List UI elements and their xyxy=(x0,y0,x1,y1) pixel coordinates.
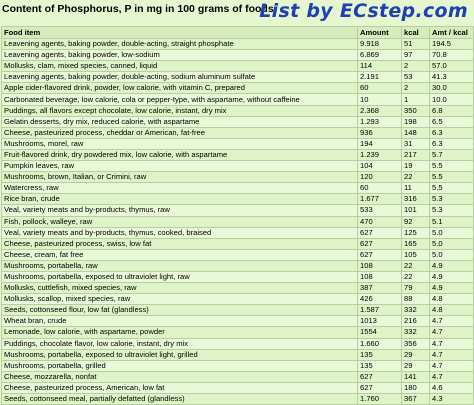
amount-cell: 1.239 xyxy=(358,149,402,160)
table-row xyxy=(2,216,474,227)
amt-per-kcal-cell: 5.7 xyxy=(430,149,474,160)
amount-cell: 135 xyxy=(358,349,402,360)
brand-link[interactable]: List by ECstep.com xyxy=(259,0,468,22)
amt-per-kcal-cell: 4.7 xyxy=(430,371,474,382)
kcal-cell: 22 xyxy=(402,260,430,271)
table-row xyxy=(2,50,474,61)
food-item-cell[interactable]: Mushrooms, portabella, raw xyxy=(2,260,358,271)
kcal-cell: 31 xyxy=(402,138,430,149)
amt-per-kcal-cell: 6.5 xyxy=(430,116,474,127)
amt-per-kcal-cell: 5.1 xyxy=(430,216,474,227)
food-item-cell[interactable]: Cheese, pasteurized process, cheddar or American, fat-free xyxy=(2,127,358,138)
table-row xyxy=(2,61,474,72)
table-row xyxy=(2,138,474,149)
table-row xyxy=(2,72,474,83)
table-header-row xyxy=(2,27,474,39)
column-header-kcal[interactable]: kcal xyxy=(402,27,430,39)
amount-cell: 114 xyxy=(358,61,402,72)
amt-per-kcal-cell: 6.3 xyxy=(430,138,474,149)
kcal-cell: 22 xyxy=(402,271,430,282)
amount-cell: 2.368 xyxy=(358,105,402,116)
table-row xyxy=(2,127,474,138)
kcal-cell: 2 xyxy=(402,83,430,94)
kcal-cell: 79 xyxy=(402,283,430,294)
amt-per-kcal-cell: 5.0 xyxy=(430,238,474,249)
table-row xyxy=(2,172,474,183)
amount-cell: 1013 xyxy=(358,316,402,327)
amt-per-kcal-cell: 30.0 xyxy=(430,83,474,94)
amt-per-kcal-cell: 4.7 xyxy=(430,360,474,371)
table-row xyxy=(2,249,474,260)
kcal-cell: 148 xyxy=(402,127,430,138)
amt-per-kcal-cell: 5.5 xyxy=(430,172,474,183)
kcal-cell: 92 xyxy=(402,216,430,227)
food-item-cell[interactable]: Rice bran, crude xyxy=(2,194,358,205)
table-body xyxy=(2,39,474,405)
amount-cell: 936 xyxy=(358,127,402,138)
kcal-cell: 88 xyxy=(402,294,430,305)
amt-per-kcal-cell: 4.7 xyxy=(430,338,474,349)
kcal-cell: 350 xyxy=(402,105,430,116)
page-title: Content of Phosphorus, P in mg in 100 grams of foods xyxy=(2,3,274,15)
header-bar xyxy=(0,0,474,22)
table-row xyxy=(2,94,474,105)
table-row xyxy=(2,194,474,205)
food-item-cell[interactable]: Cheese, cream, fat free xyxy=(2,249,358,260)
kcal-cell: 105 xyxy=(402,249,430,260)
food-item-cell[interactable]: Lemonade, low calorie, with aspartame, powder xyxy=(2,327,358,338)
kcal-cell: 125 xyxy=(402,227,430,238)
kcal-cell: 141 xyxy=(402,371,430,382)
amt-per-kcal-cell: 70.8 xyxy=(430,50,474,61)
food-item-cell[interactable]: Veal, variety meats and by-products, thymus, raw xyxy=(2,205,358,216)
table-row xyxy=(2,116,474,127)
food-item-cell[interactable]: Cheese, pasteurized process, swiss, low fat xyxy=(2,238,358,249)
kcal-cell: 332 xyxy=(402,305,430,316)
food-item-cell[interactable]: Mushrooms, brown, Italian, or Crimini, raw xyxy=(2,172,358,183)
kcal-cell: 198 xyxy=(402,116,430,127)
food-item-cell[interactable]: Mushrooms, portabella, grilled xyxy=(2,360,358,371)
amt-per-kcal-cell: 57.0 xyxy=(430,61,474,72)
amt-per-kcal-cell: 4.9 xyxy=(430,260,474,271)
food-item-cell[interactable]: Leavening agents, baking powder, low-sodium xyxy=(2,50,358,61)
food-item-cell[interactable]: Mushrooms, portabella, exposed to ultraviolet light, raw xyxy=(2,271,358,282)
kcal-cell: 51 xyxy=(402,39,430,50)
kcal-cell: 216 xyxy=(402,316,430,327)
amount-cell: 2.191 xyxy=(358,72,402,83)
kcal-cell: 29 xyxy=(402,360,430,371)
amt-per-kcal-cell: 4.7 xyxy=(430,327,474,338)
food-item-cell[interactable]: Cheese, pasteurized process, American, low fat xyxy=(2,382,358,393)
amount-cell: 6.869 xyxy=(358,50,402,61)
food-item-cell[interactable]: Seeds, cottonseed flour, low fat (glandless) xyxy=(2,305,358,316)
food-item-cell[interactable]: Cheese, mozzarella, nonfat xyxy=(2,371,358,382)
table-row xyxy=(2,205,474,216)
table-row xyxy=(2,294,474,305)
amount-cell: 533 xyxy=(358,205,402,216)
amount-cell: 627 xyxy=(358,238,402,249)
amt-per-kcal-cell: 6.8 xyxy=(430,105,474,116)
food-item-cell[interactable]: Leavening agents, baking powder, double-acting, straight phosphate xyxy=(2,39,358,50)
food-item-cell[interactable]: Pumpkin leaves, raw xyxy=(2,161,358,172)
food-item-cell[interactable]: Gelatin desserts, dry mix, reduced calorie, with aspartame xyxy=(2,116,358,127)
amount-cell: 627 xyxy=(358,249,402,260)
amt-per-kcal-cell: 4.6 xyxy=(430,382,474,393)
amount-cell: 60 xyxy=(358,183,402,194)
food-item-cell[interactable]: Mushrooms, portabella, exposed to ultraviolet light, grilled xyxy=(2,349,358,360)
amount-cell: 104 xyxy=(358,161,402,172)
kcal-cell: 97 xyxy=(402,50,430,61)
kcal-cell: 367 xyxy=(402,394,430,405)
table-row xyxy=(2,305,474,316)
food-item-cell[interactable]: Mollusks, clam, mixed species, canned, liquid xyxy=(2,61,358,72)
kcal-cell: 19 xyxy=(402,161,430,172)
amt-per-kcal-cell: 4.7 xyxy=(430,349,474,360)
table-row xyxy=(2,349,474,360)
table-row xyxy=(2,227,474,238)
kcal-cell: 332 xyxy=(402,327,430,338)
column-header-food-item[interactable]: Food item xyxy=(2,27,358,39)
food-item-cell[interactable]: Fish, pollock, walleye, raw xyxy=(2,216,358,227)
amt-per-kcal-cell: 4.7 xyxy=(430,316,474,327)
amt-per-kcal-cell: 4.8 xyxy=(430,305,474,316)
food-item-cell[interactable]: Puddings, all flavors except chocolate, low calorie, instant, dry mix xyxy=(2,105,358,116)
food-item-cell[interactable]: Puddings, chocolate flavor, low calorie, instant, dry mix xyxy=(2,338,358,349)
amount-cell: 10 xyxy=(358,94,402,105)
amt-per-kcal-cell: 5.5 xyxy=(430,161,474,172)
kcal-cell: 22 xyxy=(402,172,430,183)
table-row xyxy=(2,238,474,249)
kcal-cell: 53 xyxy=(402,72,430,83)
table-row xyxy=(2,271,474,282)
table-row xyxy=(2,394,474,405)
kcal-cell: 180 xyxy=(402,382,430,393)
table-row xyxy=(2,327,474,338)
amount-cell: 194 xyxy=(358,138,402,149)
amt-per-kcal-cell: 4.9 xyxy=(430,271,474,282)
kcal-cell: 165 xyxy=(402,238,430,249)
food-item-cell[interactable]: Mollusks, scallop, mixed species, raw xyxy=(2,294,358,305)
table-row xyxy=(2,149,474,160)
amount-cell: 1.677 xyxy=(358,194,402,205)
amount-cell: 627 xyxy=(358,371,402,382)
kcal-cell: 356 xyxy=(402,338,430,349)
table-row xyxy=(2,283,474,294)
amt-per-kcal-cell: 5.0 xyxy=(430,227,474,238)
table-row xyxy=(2,360,474,371)
table-row xyxy=(2,338,474,349)
food-item-cell[interactable]: Leavening agents, baking powder, double-acting, sodium aluminum sulfate xyxy=(2,72,358,83)
amount-cell: 627 xyxy=(358,382,402,393)
kcal-cell: 217 xyxy=(402,149,430,160)
amount-cell: 470 xyxy=(358,216,402,227)
table-row xyxy=(2,382,474,393)
amount-cell: 108 xyxy=(358,260,402,271)
amount-cell: 108 xyxy=(358,271,402,282)
table-row xyxy=(2,105,474,116)
table-row xyxy=(2,260,474,271)
amt-per-kcal-cell: 5.3 xyxy=(430,194,474,205)
kcal-cell: 2 xyxy=(402,61,430,72)
table-row xyxy=(2,371,474,382)
amount-cell: 1554 xyxy=(358,327,402,338)
amount-cell: 60 xyxy=(358,83,402,94)
amt-per-kcal-cell: 10.0 xyxy=(430,94,474,105)
kcal-cell: 316 xyxy=(402,194,430,205)
amt-per-kcal-cell: 5.3 xyxy=(430,205,474,216)
column-header-amt-per-kcal[interactable]: Amt / kcal xyxy=(430,27,474,39)
amt-per-kcal-cell: 5.5 xyxy=(430,183,474,194)
food-item-cell[interactable]: Fruit-flavored drink, dry powdered mix, low calorie, with aspartame xyxy=(2,149,358,160)
amt-per-kcal-cell: 4.9 xyxy=(430,283,474,294)
amount-cell: 426 xyxy=(358,294,402,305)
amount-cell: 9.918 xyxy=(358,39,402,50)
amount-cell: 1.660 xyxy=(358,338,402,349)
food-table xyxy=(1,26,474,405)
kcal-cell: 11 xyxy=(402,183,430,194)
table-row xyxy=(2,83,474,94)
kcal-cell: 1 xyxy=(402,94,430,105)
column-header-amount[interactable]: Amount xyxy=(358,27,402,39)
amt-per-kcal-cell: 4.8 xyxy=(430,294,474,305)
amt-per-kcal-cell: 194.5 xyxy=(430,39,474,50)
table-row xyxy=(2,316,474,327)
kcal-cell: 29 xyxy=(402,349,430,360)
amount-cell: 1.293 xyxy=(358,116,402,127)
amt-per-kcal-cell: 6.3 xyxy=(430,127,474,138)
food-item-cell[interactable]: Mollusks, cuttlefish, mixed species, raw xyxy=(2,283,358,294)
amount-cell: 387 xyxy=(358,283,402,294)
food-item-cell[interactable]: Carbonated beverage, low calorie, cola or pepper-type, with aspartame, without caffeine xyxy=(2,94,358,105)
amount-cell: 135 xyxy=(358,360,402,371)
food-item-cell[interactable]: Mushrooms, morel, raw xyxy=(2,138,358,149)
amount-cell: 1.587 xyxy=(358,305,402,316)
kcal-cell: 101 xyxy=(402,205,430,216)
food-item-cell[interactable]: Veal, variety meats and by-products, thymus, cooked, braised xyxy=(2,227,358,238)
food-item-cell[interactable]: Watercress, raw xyxy=(2,183,358,194)
food-item-cell[interactable]: Wheat bran, crude xyxy=(2,316,358,327)
table-row xyxy=(2,161,474,172)
amount-cell: 1.760 xyxy=(358,394,402,405)
amt-per-kcal-cell: 41.3 xyxy=(430,72,474,83)
table-row xyxy=(2,39,474,50)
amount-cell: 627 xyxy=(358,227,402,238)
amt-per-kcal-cell: 4.3 xyxy=(430,394,474,405)
amt-per-kcal-cell: 5.0 xyxy=(430,249,474,260)
amount-cell: 120 xyxy=(358,172,402,183)
food-item-cell[interactable]: Seeds, cottonseed meal, partially defatted (glandless) xyxy=(2,394,358,405)
food-item-cell[interactable]: Apple cider-flavored drink, powder, low calorie, with vitamin C, prepared xyxy=(2,83,358,94)
table-row xyxy=(2,183,474,194)
